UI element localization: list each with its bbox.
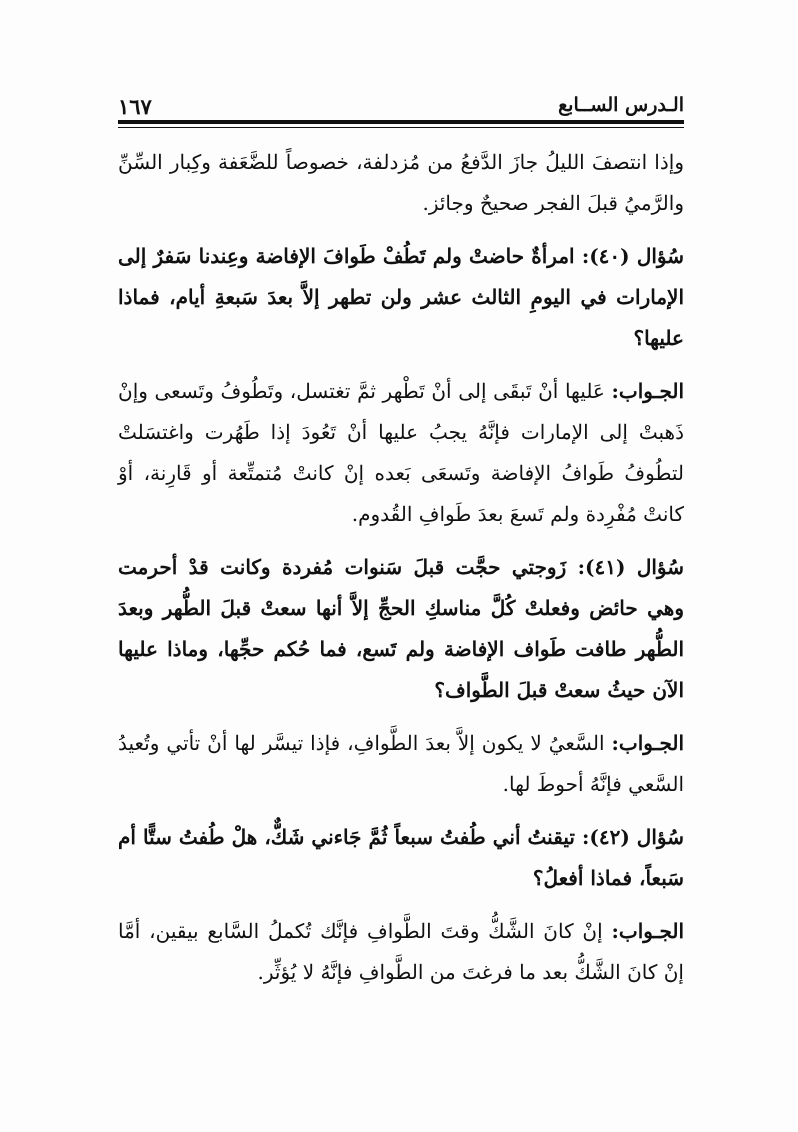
header-rule-thin <box>118 127 684 128</box>
answer-continuation <box>118 142 684 224</box>
question-label: سُؤال (٤١): <box>577 555 684 579</box>
page-header <box>118 94 684 120</box>
chapter-title: الـدرس الســابع <box>558 94 684 116</box>
page-number: ١٦٧ <box>118 94 152 119</box>
page-body <box>118 142 684 1005</box>
question-42 <box>118 817 684 899</box>
answer-text: السَّعيُ لا يكون إلاَّ بعدَ الطَّوافِ، فإذا تيسَّر لها أنْ تأتي وتُعيدُ السَّعي فإنَّهُ أحوطَ لها. <box>118 731 684 796</box>
answer-41 <box>118 723 684 805</box>
answer-label: الجـواب: <box>611 919 685 943</box>
question-text: امرأةٌ حاضتْ ولم تَطُفْ طَوافَ الإفاضة وعِندنا سَفرٌ إلى الإمارات في اليومِ الثالث عشر ولن تطهر إلاَّ بعدَ سَبعةِ أيام، فماذا عليها؟ <box>118 244 684 350</box>
answer-label: الجـواب: <box>611 731 685 755</box>
question-40 <box>118 236 684 359</box>
question-text: تيقنتُ أني طُفتُ سبعاً ثُمَّ جَاءني شَكٌّ، هلْ طُفتُ ستًّا أم سَبعاً، فماذا أفعلُ؟ <box>118 825 684 890</box>
answer-text: عَليها أنْ تَبقَى إلى أنْ تَطْهر ثمَّ تغتسل، وتَطُوفُ وتَسعى وإنْ ذَهبتْ إلى الإمارات فإنَّهُ يجبُ عليها أنْ تَعُودَ إذا طَهُرت واغتسَلتْ لتطُوفُ طَوافُ الإفاضة وتَسعَى بَعده إنْ كانتْ مُتمتِّعة أو قَارِنة، أوْ كانتْ مُفْرِدة ولم تَسعَ بعدَ طَوافِ القُدوم. <box>118 379 684 526</box>
question-41 <box>118 547 684 711</box>
question-label: سُؤال (٤٢): <box>581 825 684 849</box>
answer-42 <box>118 911 684 993</box>
question-text: زَوجتي حجَّت قبلَ سَنوات مُفردة وكانت قدْ أحرمت وهي حائض وفعلتْ كُلَّ مناسكِ الحجِّ إلاَّ أنها سعتْ قبلَ الطُّهر وبعدَ الطُّهر طافت طَواف الإفاضة ولم تَسع، فما حُكم حجِّها، وماذا عليها الآن حيثُ سعتْ قبلَ الطَّواف؟ <box>118 555 684 702</box>
answer-label: الجـواب: <box>611 379 685 403</box>
paragraph-text: وإذا انتصفَ الليلُ جازَ الدَّفعُ من مُزدلفة، خصوصاً للضَّعَفة وكِبار السِّنِّ والرَّميُ قبلَ الفجر صحيحٌ وجائز. <box>118 150 684 215</box>
question-label: سُؤال (٤٠): <box>581 244 684 268</box>
header-rule-thick <box>118 120 684 124</box>
answer-40 <box>118 371 684 535</box>
answer-text: إنْ كانَ الشَّكُّ وقتَ الطَّوافِ فإنَّك تُكملُ السَّابع بيقين، أمَّا إنْ كانَ الشَّكُّ بعد ما فرغتَ من الطَّوافِ فإنَّهُ لا يُؤثِّر. <box>118 919 684 984</box>
